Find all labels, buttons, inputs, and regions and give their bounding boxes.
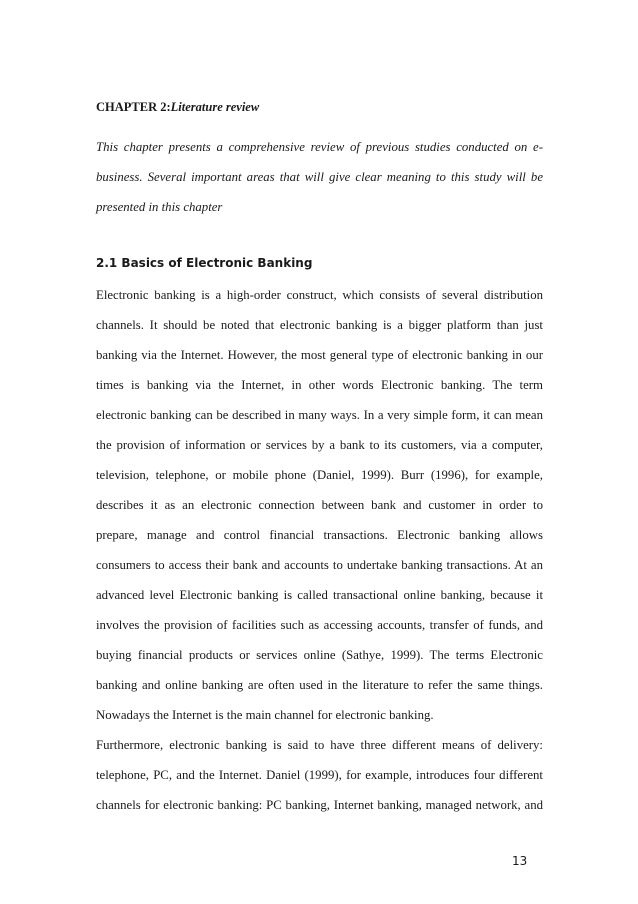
section-heading: 2.1 Basics of Electronic Banking	[96, 256, 313, 270]
body-line: channels. It should be noted that electronic banking is a bigger platform than just	[96, 318, 543, 332]
body-line: television, telephone, or mobile phone (Daniel, 1999). Burr (1996), for example,	[96, 468, 543, 482]
chapter-title	[96, 100, 259, 115]
body-line: Electronic banking is a high-order construct, which consists of several distribution	[96, 288, 543, 302]
intro-line: business. Several important areas that will give clear meaning to this study will be	[96, 170, 543, 184]
body-line: channels for electronic banking: PC banking, Internet banking, managed network, and	[96, 798, 543, 812]
body-line: buying financial products or services online (Sathye, 1999). The terms Electronic	[96, 648, 543, 662]
body-line: involves the provision of facilities such as accessing accounts, transfer of funds, and	[96, 618, 543, 632]
body-line: Nowadays the Internet is the main channel for electronic banking.	[96, 708, 434, 722]
body-line: banking via the Internet. However, the most general type of electronic banking in our	[96, 348, 543, 362]
body-line: advanced level Electronic banking is called transactional online banking, because it	[96, 588, 543, 602]
body-line: times is banking via the Internet, in other words Electronic banking. The term	[96, 378, 543, 392]
body-line: the provision of information or services by a bank to its customers, via a computer,	[96, 438, 543, 452]
body-line: describes it as an electronic connection between bank and customer in order to	[96, 498, 543, 512]
chapter-label: CHAPTER 2:	[96, 100, 171, 114]
body-line: prepare, manage and control financial transactions. Electronic banking allows	[96, 528, 543, 542]
page-number: 13	[512, 854, 528, 868]
intro-line: presented in this chapter	[96, 200, 223, 214]
chapter-subtitle: Literature review	[170, 100, 260, 114]
body-line: Furthermore, electronic banking is said to have three different means of delivery:	[96, 738, 543, 752]
body-line: consumers to access their bank and accounts to undertake banking transactions. At an	[96, 558, 543, 572]
body-line: telephone, PC, and the Internet. Daniel (1999), for example, introduces four different	[96, 768, 543, 782]
body-line: banking and online banking are often used in the literature to refer the same things.	[96, 678, 543, 692]
body-line: electronic banking can be described in many ways. In a very simple form, it can mean	[96, 408, 543, 422]
intro-line: This chapter presents a comprehensive review of previous studies conducted on e-	[96, 140, 543, 154]
